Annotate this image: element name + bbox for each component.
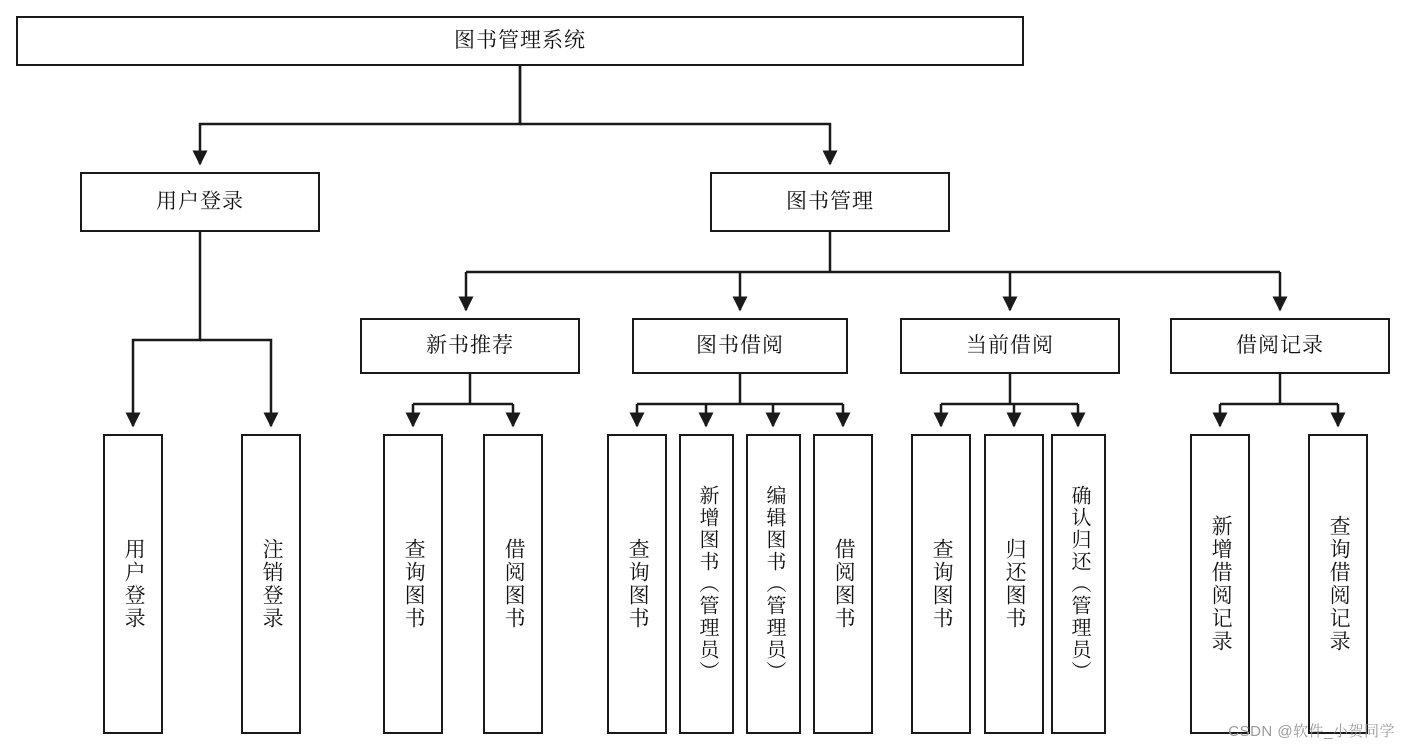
node-add-borrow-record[interactable]: 新增借阅记录 (1190, 434, 1250, 734)
node-user-login-leaf[interactable]: 用户登录 (103, 434, 163, 734)
node-query-book-3[interactable]: 查询图书 (911, 434, 971, 734)
node-borrow-book-1[interactable]: 借阅图书 (483, 434, 543, 734)
node-confirm-return[interactable]: 确认归还（管理员） (1051, 434, 1106, 734)
node-add-book[interactable]: 新增图书（管理员） (679, 434, 734, 734)
node-return-book[interactable]: 归还图书 (984, 434, 1044, 734)
node-user-login[interactable]: 用户登录 (80, 172, 320, 232)
node-edit-book[interactable]: 编辑图书（管理员） (746, 434, 801, 734)
node-query-book-1[interactable]: 查询图书 (383, 434, 443, 734)
node-book-management[interactable]: 图书管理 (710, 172, 950, 232)
node-root[interactable]: 图书管理系统 (16, 16, 1024, 66)
node-book-borrow[interactable]: 图书借阅 (632, 318, 848, 374)
node-query-book-2[interactable]: 查询图书 (607, 434, 667, 734)
node-logout-leaf[interactable]: 注销登录 (241, 434, 301, 734)
node-borrow-book-2[interactable]: 借阅图书 (813, 434, 873, 734)
watermark: CSDN @软件_小贺同学 (1228, 723, 1395, 740)
node-current-borrow[interactable]: 当前借阅 (900, 318, 1120, 374)
node-borrow-record[interactable]: 借阅记录 (1170, 318, 1390, 374)
node-new-book-recommend[interactable]: 新书推荐 (360, 318, 580, 374)
node-query-borrow-record[interactable]: 查询借阅记录 (1308, 434, 1368, 734)
